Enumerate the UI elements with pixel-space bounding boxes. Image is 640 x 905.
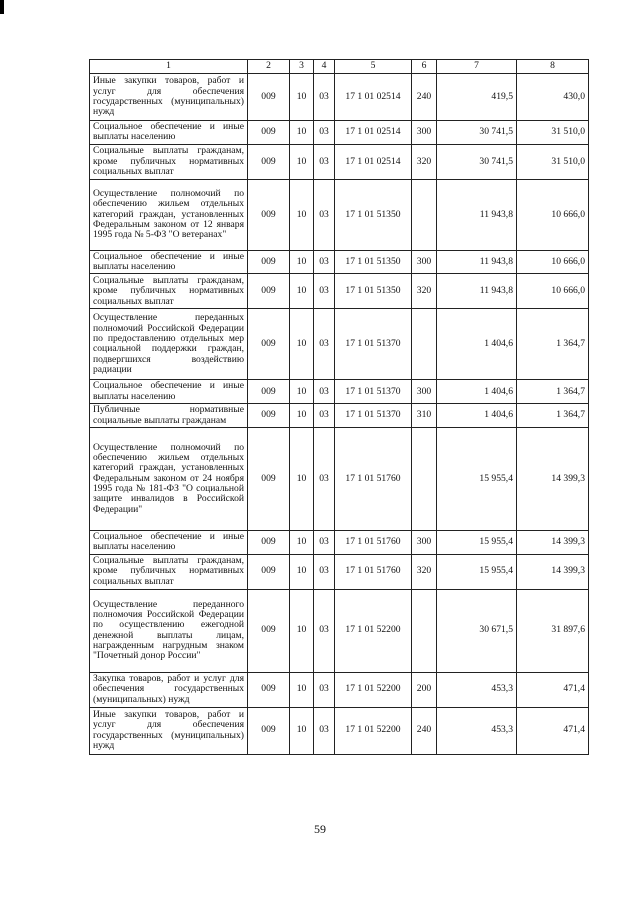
expense-type-code: 240: [412, 707, 437, 754]
section-code: 10: [290, 274, 314, 309]
ministry-code: 009: [248, 250, 290, 274]
amount-year-2: 31 510,0: [517, 144, 589, 179]
section-code: 10: [290, 404, 314, 428]
amount-year-2: 10 666,0: [517, 250, 589, 274]
subsection-code: 03: [314, 144, 335, 179]
amount-year-2: 1 364,7: [517, 380, 589, 404]
amount-year-2: 471,4: [517, 707, 589, 754]
target-article-code: 17 1 01 52200: [335, 707, 412, 754]
table-row: [90, 707, 589, 754]
amount-year-2: 14 399,3: [517, 530, 589, 554]
section-code: 10: [290, 530, 314, 554]
subsection-code: 03: [314, 179, 335, 250]
subsection-code: 03: [314, 554, 335, 589]
row-description: Иные закупки товаров, работ и услуг для обеспечения государственных (муниципальных) нужд: [90, 74, 248, 121]
amount-year-1: 15 955,4: [437, 427, 517, 530]
subsection-code: 03: [314, 530, 335, 554]
ministry-code: 009: [248, 380, 290, 404]
amount-year-1: 11 943,8: [437, 274, 517, 309]
target-article-code: 17 1 01 51370: [335, 309, 412, 380]
expense-type-code: 320: [412, 144, 437, 179]
amount-year-2: 1 364,7: [517, 309, 589, 380]
column-header: 4: [314, 60, 335, 74]
column-header: 8: [517, 60, 589, 74]
amount-year-1: 11 943,8: [437, 179, 517, 250]
budget-table: [89, 59, 589, 755]
expense-type-code: 310: [412, 404, 437, 428]
subsection-code: 03: [314, 380, 335, 404]
table-row: [90, 121, 589, 145]
table-row: [90, 672, 589, 707]
expense-type-code: [412, 589, 437, 672]
section-code: 10: [290, 427, 314, 530]
amount-year-2: 31 510,0: [517, 121, 589, 145]
row-description: Социальное обеспечение и иные выплаты населению: [90, 380, 248, 404]
table-row: [90, 380, 589, 404]
section-code: 10: [290, 250, 314, 274]
row-description: Социальные выплаты гражданам, кроме публичных нормативных социальных выплат: [90, 144, 248, 179]
expense-type-code: 300: [412, 250, 437, 274]
section-code: 10: [290, 380, 314, 404]
expense-type-code: 240: [412, 74, 437, 121]
subsection-code: 03: [314, 74, 335, 121]
target-article-code: 17 1 01 51760: [335, 427, 412, 530]
expense-type-code: [412, 309, 437, 380]
expense-type-code: 320: [412, 274, 437, 309]
section-code: 10: [290, 589, 314, 672]
ministry-code: 009: [248, 74, 290, 121]
row-description: Иные закупки товаров, работ и услуг для обеспечения государственных (муниципальных) нужд: [90, 707, 248, 754]
target-article-code: 17 1 01 52200: [335, 589, 412, 672]
subsection-code: 03: [314, 309, 335, 380]
expense-type-code: [412, 179, 437, 250]
page-number: 59: [314, 822, 326, 836]
section-code: 10: [290, 74, 314, 121]
amount-year-1: 1 404,6: [437, 380, 517, 404]
amount-year-1: 1 404,6: [437, 309, 517, 380]
row-description: Осуществление полномочий по обеспечению жильем отдельных категорий граждан, установленных Федеральным законом от 24 ноября 1995 года № 181-ФЗ "О социальной защите инвалидов в Российской Федерации": [90, 427, 248, 530]
column-header: 7: [437, 60, 517, 74]
row-description: Осуществление переданного полномочия Российской Федерации по осуществлению ежегодной денежной выплаты лицам, награжденным нагрудным знаком "Почетный донор России": [90, 589, 248, 672]
target-article-code: 17 1 01 02514: [335, 144, 412, 179]
amount-year-1: 419,5: [437, 74, 517, 121]
section-code: 10: [290, 707, 314, 754]
amount-year-1: 11 943,8: [437, 250, 517, 274]
table-row: [90, 404, 589, 428]
column-header: 6: [412, 60, 437, 74]
table-row: [90, 74, 589, 121]
expense-type-code: [412, 427, 437, 530]
row-description: Осуществление полномочий по обеспечению жильем отдельных категорий граждан, установленных Федеральным законом от 12 января 1995 года № 5-ФЗ "О ветеранах": [90, 179, 248, 250]
row-description: Социальное обеспечение и иные выплаты населению: [90, 530, 248, 554]
table-row: [90, 250, 589, 274]
expense-type-code: 300: [412, 380, 437, 404]
target-article-code: 17 1 01 51350: [335, 274, 412, 309]
section-code: 10: [290, 672, 314, 707]
amount-year-2: 31 897,6: [517, 589, 589, 672]
ministry-code: 009: [248, 144, 290, 179]
ministry-code: 009: [248, 121, 290, 145]
subsection-code: 03: [314, 672, 335, 707]
amount-year-2: 10 666,0: [517, 274, 589, 309]
ministry-code: 009: [248, 309, 290, 380]
table-row: [90, 274, 589, 309]
target-article-code: 17 1 01 51370: [335, 380, 412, 404]
ministry-code: 009: [248, 707, 290, 754]
row-description: Социальные выплаты гражданам, кроме публичных нормативных социальных выплат: [90, 554, 248, 589]
ministry-code: 009: [248, 530, 290, 554]
section-code: 10: [290, 309, 314, 380]
table-row: [90, 179, 589, 250]
amount-year-2: 471,4: [517, 672, 589, 707]
subsection-code: 03: [314, 589, 335, 672]
subsection-code: 03: [314, 250, 335, 274]
scan-corner-mark: [0, 0, 4, 14]
table-row: [90, 554, 589, 589]
amount-year-1: 30 741,5: [437, 144, 517, 179]
expense-type-code: 300: [412, 121, 437, 145]
target-article-code: 17 1 01 02514: [335, 121, 412, 145]
ministry-code: 009: [248, 274, 290, 309]
subsection-code: 03: [314, 404, 335, 428]
row-description: Осуществление переданных полномочий Российской Федерации по предоставлению отдельных мер социальной поддержки граждан, подвергшихся воздействию радиации: [90, 309, 248, 380]
ministry-code: 009: [248, 589, 290, 672]
target-article-code: 17 1 01 51760: [335, 530, 412, 554]
target-article-code: 17 1 01 51350: [335, 250, 412, 274]
amount-year-1: 30 671,5: [437, 589, 517, 672]
target-article-code: 17 1 01 02514: [335, 74, 412, 121]
target-article-code: 17 1 01 51350: [335, 179, 412, 250]
table-row: [90, 144, 589, 179]
amount-year-1: 15 955,4: [437, 554, 517, 589]
amount-year-2: 10 666,0: [517, 179, 589, 250]
subsection-code: 03: [314, 427, 335, 530]
ministry-code: 009: [248, 427, 290, 530]
amount-year-2: 1 364,7: [517, 404, 589, 428]
row-description: Социальные выплаты гражданам, кроме публичных нормативных социальных выплат: [90, 274, 248, 309]
amount-year-1: 453,3: [437, 672, 517, 707]
subsection-code: 03: [314, 121, 335, 145]
table-row: [90, 589, 589, 672]
ministry-code: 009: [248, 672, 290, 707]
subsection-code: 03: [314, 274, 335, 309]
expense-type-code: 320: [412, 554, 437, 589]
section-code: 10: [290, 179, 314, 250]
row-description: Закупка товаров, работ и услуг для обеспечения государственных (муниципальных) нужд: [90, 672, 248, 707]
target-article-code: 17 1 01 52200: [335, 672, 412, 707]
table-row: [90, 530, 589, 554]
subsection-code: 03: [314, 707, 335, 754]
table-row: [90, 427, 589, 530]
table-row: [90, 309, 589, 380]
ministry-code: 009: [248, 179, 290, 250]
column-header: 1: [90, 60, 248, 74]
amount-year-1: 15 955,4: [437, 530, 517, 554]
row-description: Социальное обеспечение и иные выплаты населению: [90, 250, 248, 274]
target-article-code: 17 1 01 51760: [335, 554, 412, 589]
section-code: 10: [290, 144, 314, 179]
amount-year-2: 14 399,3: [517, 554, 589, 589]
column-header: 2: [248, 60, 290, 74]
amount-year-2: 430,0: [517, 74, 589, 121]
amount-year-1: 1 404,6: [437, 404, 517, 428]
ministry-code: 009: [248, 404, 290, 428]
target-article-code: 17 1 01 51370: [335, 404, 412, 428]
row-description: Публичные нормативные социальные выплаты гражданам: [90, 404, 248, 428]
amount-year-1: 30 741,5: [437, 121, 517, 145]
section-code: 10: [290, 121, 314, 145]
expense-type-code: 300: [412, 530, 437, 554]
section-code: 10: [290, 554, 314, 589]
ministry-code: 009: [248, 554, 290, 589]
amount-year-1: 453,3: [437, 707, 517, 754]
table-header-row: [90, 60, 589, 74]
row-description: Социальное обеспечение и иные выплаты населению: [90, 121, 248, 145]
amount-year-2: 14 399,3: [517, 427, 589, 530]
column-header: 5: [335, 60, 412, 74]
column-header: 3: [290, 60, 314, 74]
expense-type-code: 200: [412, 672, 437, 707]
